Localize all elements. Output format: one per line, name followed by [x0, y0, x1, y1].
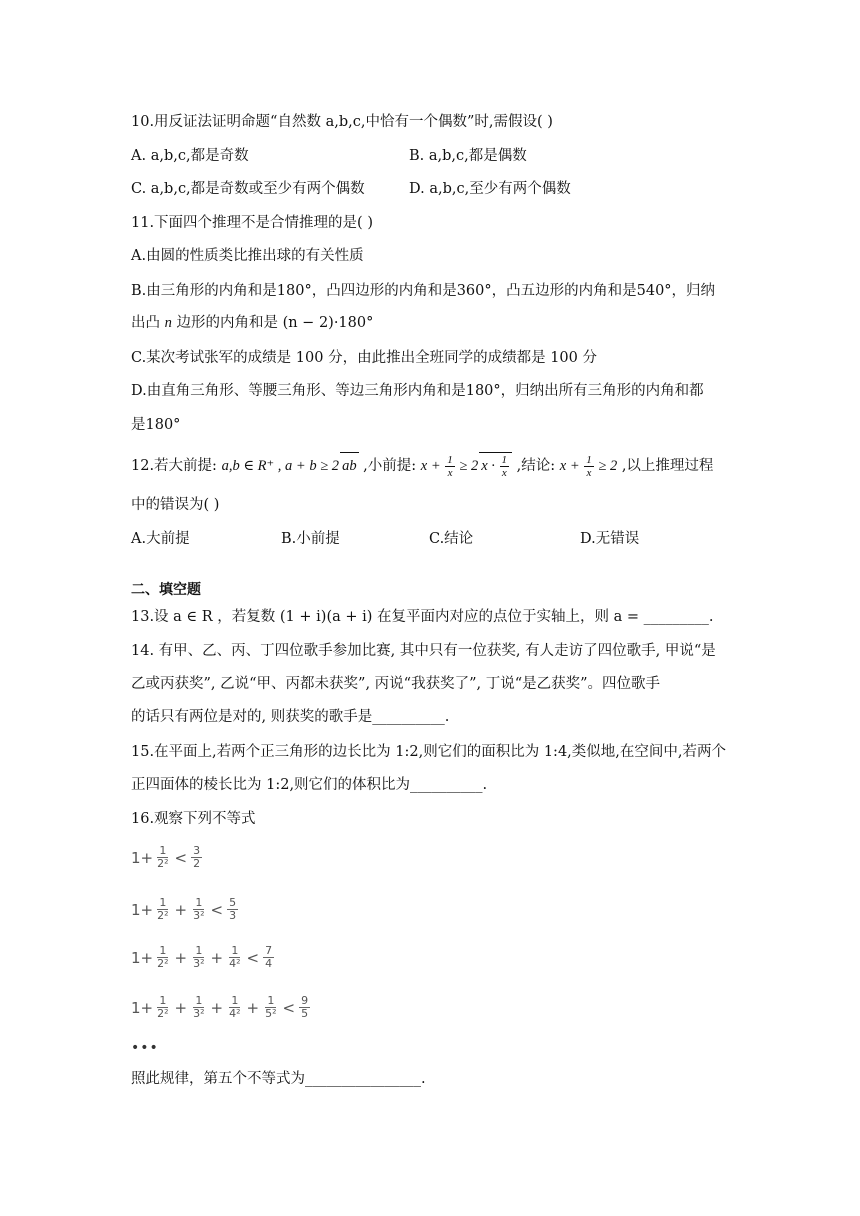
q12-text-3: ,结论:: [512, 458, 560, 474]
plus: +: [174, 998, 188, 1017]
q12-text-4: ,以上推理过程: [617, 458, 714, 474]
ineq-one: 1+: [131, 998, 154, 1017]
q12-concl-x: x +: [559, 458, 584, 474]
q12-option-a: A.大前提: [131, 531, 190, 547]
denominator: 2²: [157, 1007, 169, 1020]
fraction: [155, 845, 170, 870]
less-than: <: [246, 948, 260, 967]
numerator: 1: [159, 994, 167, 1007]
denominator: 2²: [157, 909, 169, 922]
question-13: 13.设 a ∈ R ，若复数 (1 + i)(a + i) 在复平面内对应的点位于实轴上，则 a = _________.: [131, 609, 714, 625]
q11-b2-suffix: 边形的内角和是 (n − 2)·180°: [171, 315, 374, 331]
question-14-line3: 的话只有两位是对的, 则获奖的歌手是__________.: [131, 709, 450, 725]
numerator: 1: [501, 454, 508, 467]
fraction: [155, 897, 170, 922]
denominator: 3²: [193, 1007, 205, 1020]
numerator: 9: [301, 994, 309, 1007]
denominator: 2²: [157, 857, 169, 870]
denominator: x: [586, 466, 592, 479]
denominator: x: [501, 467, 507, 480]
question-15-line2: 正四面体的棱长比为 1:2,则它们的体积比为__________.: [131, 777, 488, 793]
plus: +: [174, 948, 188, 967]
fraction: [263, 995, 278, 1020]
question-14-line1: 14. 有甲、乙、丙、丁四位歌手参加比赛, 其中只有一位获奖, 有人走访了四位歌手, 甲说“是: [131, 643, 716, 659]
denominator: 2: [193, 857, 201, 870]
question-11-stem: 11.下面四个推理不是合情推理的是( ): [131, 215, 373, 231]
plus: +: [246, 998, 260, 1017]
fraction: [155, 995, 170, 1020]
q12-minor-rad-x: x ·: [481, 458, 499, 474]
numerator: 1: [159, 844, 167, 857]
numerator: 3: [193, 844, 201, 857]
q10-option-a: A. a,b,c,都是奇数: [131, 148, 249, 164]
plus: +: [210, 948, 224, 967]
numerator: 1: [195, 896, 203, 909]
fraction: [227, 995, 242, 1020]
q11-option-c: C.某次考试张军的成绩是 100 分，由此推出全班同学的成绩都是 100 分: [131, 350, 597, 366]
question-10-stem: 10.用反证法证明命题“自然数 a,b,c,中恰有一个偶数”时,需假设( ): [131, 114, 553, 130]
question-12-line2: 中的错误为( ): [131, 497, 220, 513]
numerator: 1: [231, 994, 239, 1007]
q12-major-radicand: ab: [340, 452, 359, 479]
plus: +: [174, 900, 188, 919]
q12-option-d: D.无错误: [580, 531, 640, 547]
q12-minor-ge: ≥ 2: [455, 458, 479, 474]
numerator: 1: [159, 944, 167, 957]
ineq-one: 1+: [131, 900, 154, 919]
numerator: 1: [447, 453, 453, 466]
numerator: 1: [231, 944, 239, 957]
denominator: 4²: [229, 1007, 241, 1020]
fraction: [191, 897, 206, 922]
numerator: 5: [229, 896, 237, 909]
denominator: 3: [229, 909, 237, 922]
q12-major-premise: a,b ∈ R⁺ , a + b ≥ 2: [221, 458, 340, 474]
denominator: 5: [301, 1007, 309, 1020]
less-than: <: [282, 998, 296, 1017]
fraction: [227, 897, 238, 922]
question-12-line1: [131, 452, 713, 479]
numerator: 1: [586, 453, 592, 466]
numerator: 7: [265, 944, 273, 957]
q11-b2-prefix: 出凸: [131, 315, 165, 331]
q11-option-b-line2: [131, 313, 373, 333]
q10-option-b: B. a,b,c,都是偶数: [409, 148, 527, 164]
denominator: 5²: [265, 1007, 277, 1020]
numerator: 1: [195, 994, 203, 1007]
less-than: <: [210, 900, 224, 919]
q11-option-d-line2: 是180°: [131, 417, 181, 433]
question-16-stem: 16.观察下列不等式: [131, 811, 256, 827]
q10-option-c: C. a,b,c,都是奇数或至少有两个偶数: [131, 181, 365, 197]
inequality-1: [131, 845, 204, 870]
q11-option-b-line1: B.由三角形的内角和是180°，凸四边形的内角和是360°，凸五边形的内角和是540°，归纳: [131, 283, 716, 299]
q10-option-d: D. a,b,c,至少有两个偶数: [409, 181, 571, 197]
q12-minor-radical: [479, 452, 512, 479]
inequality-4: [131, 995, 312, 1020]
q12-fraction-1: [445, 454, 455, 479]
q12-text-2: ,小前提:: [358, 458, 421, 474]
denominator: 4: [265, 957, 273, 970]
question-15-line1: 15.在平面上,若两个正三角形的边长比为 1:2,则它们的面积比为 1:4,类似地,在空间中,若两个: [131, 744, 726, 760]
inequality-3: [131, 945, 276, 970]
inequality-2: [131, 897, 240, 922]
fraction: [299, 995, 310, 1020]
question-16-conclusion: 照此规律，第五个不等式为________________.: [131, 1071, 426, 1087]
q11-b2-n: n: [164, 315, 172, 331]
fraction: [227, 945, 242, 970]
fraction: [263, 945, 274, 970]
q12-text-1: 12.若大前提:: [131, 458, 222, 474]
numerator: 1: [159, 896, 167, 909]
less-than: <: [174, 848, 188, 867]
fraction: [191, 995, 206, 1020]
q12-fraction-2: [500, 454, 510, 479]
denominator: 3²: [193, 909, 205, 922]
fraction: [191, 845, 202, 870]
q11-option-d-line1: D.由直角三角形、等腰三角形、等边三角形内角和是180°，归纳出所有三角形的内角和都: [131, 383, 704, 399]
numerator: 1: [267, 994, 275, 1007]
fraction: [191, 945, 206, 970]
denominator: x: [447, 466, 453, 479]
denominator: 4²: [229, 957, 241, 970]
ellipsis: •••: [131, 1040, 159, 1056]
ineq-one: 1+: [131, 848, 154, 867]
q11-option-a: A.由圆的性质类比推出球的有关性质: [131, 248, 364, 264]
fraction: [155, 945, 170, 970]
q12-concl-ge: ≥ 2: [594, 458, 618, 474]
q12-minor-x: x +: [420, 458, 445, 474]
numerator: 1: [195, 944, 203, 957]
q12-option-c: C.结论: [429, 531, 474, 547]
q12-fraction-3: [584, 454, 594, 479]
section-heading-fill-in: 二、填空题: [131, 582, 201, 598]
question-14-line2: 乙或丙获奖”, 乙说“甲、丙都未获奖”, 丙说“我获奖了”, 丁说“是乙获奖”。四位歌手: [131, 676, 661, 692]
denominator: 2²: [157, 957, 169, 970]
ineq-one: 1+: [131, 948, 154, 967]
denominator: 3²: [193, 957, 205, 970]
q12-option-b: B.小前提: [281, 531, 340, 547]
plus: +: [210, 998, 224, 1017]
